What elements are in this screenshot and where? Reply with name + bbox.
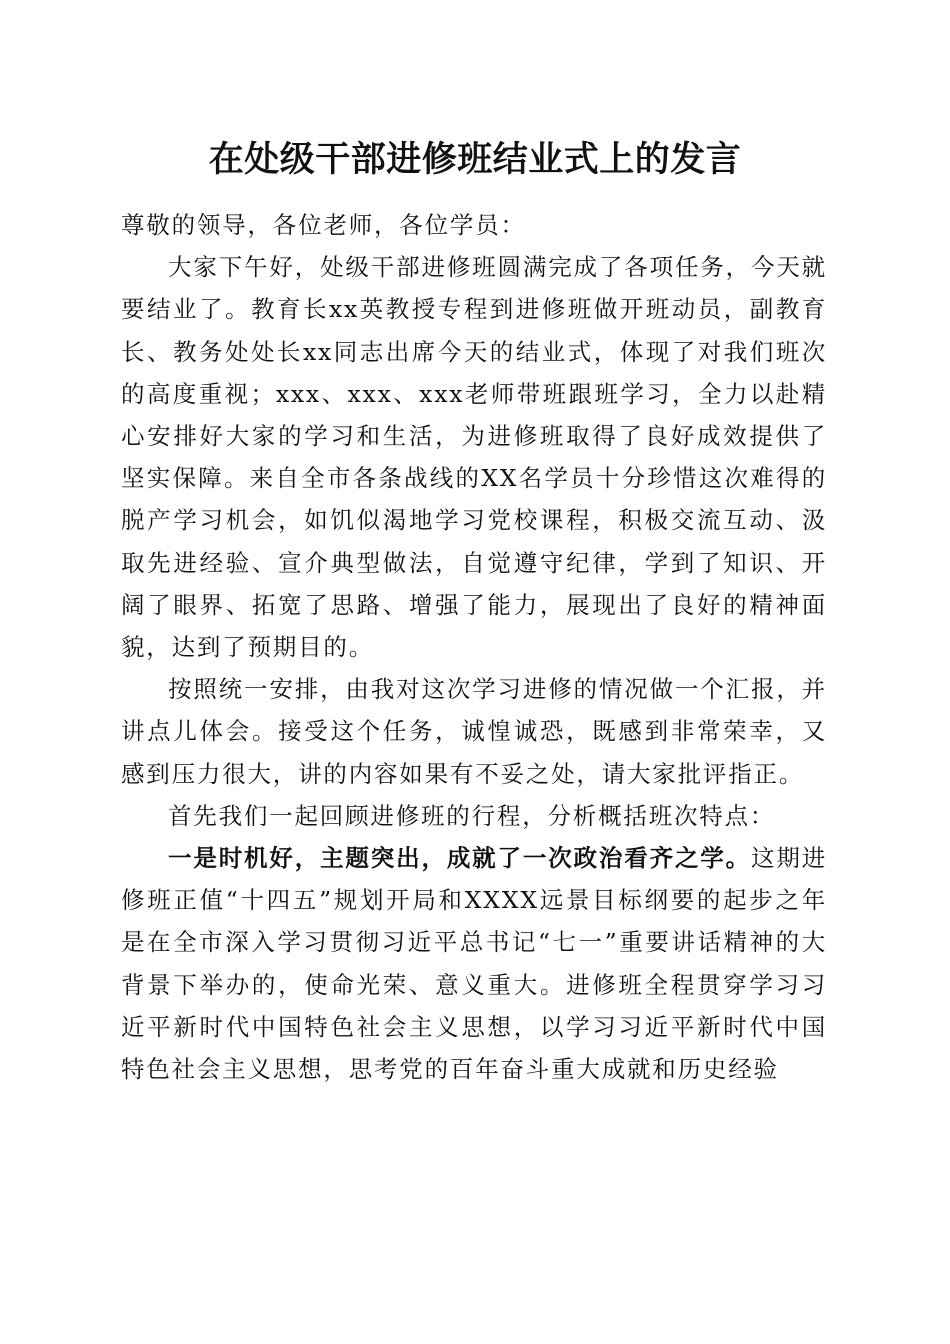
paragraph-text: 大家下午好，处级干部进修班圆满完成了各项任务，今天就要结业了。教育长xx英教授专程到进修班做开班动员，副教育长、教务处处长xx同志出席今天的结业式，体现了对我们班次的高度重视；xxx、xxx、xxx老师带班跟班学习，全力以赴精心安排好大家的学习和生活，为进修班取得了良好成效提供了坚实保障。来自全市各条战线的XX名学员十分珍惜这次难得的脱产学习机会，如饥似渴地学习党校课程，积极交流互动、汲取先进经验、宣介典型做法，自觉遵守纪律，学到了知识、开阔了眼界、拓宽了思路、增强了能力，展现出了良好的精神面貌，达到了预期目的。 <box>121 253 827 662</box>
paragraph-lead-bold: 一是时机好，主题突出，成就了一次政治看齐之学。 <box>168 844 751 873</box>
paragraph-text: 这期进修班正值“十四五”规划开局和XXXX远景目标纲要的起步之年是在全市深入学习贯彻习近平总书记“七一”重要讲话精神的大背景下举办的，使命光荣、意义重大。进修班全程贯穿学习习近平新时代中国特色社会主义思想，以学习习近平新时代中国特色社会主义思想，思考党的百年奋斗重大成就和历史经验 <box>121 844 827 1084</box>
salutation: 尊敬的领导，各位老师，各位学员： <box>121 211 526 239</box>
document-body <box>121 204 827 1090</box>
paragraph-greeting <box>121 246 827 668</box>
document-title: 在处级干部进修班结业式上的发言 <box>208 139 742 180</box>
paragraph-report <box>121 668 827 795</box>
paragraph-text: 按照统一安排，由我对这次学习进修的情况做一个汇报，并讲点儿体会。接受这个任务，诚惶诚恐，既感到非常荣幸，又感到压力很大，讲的内容如果有不妥之处，请大家批评指正。 <box>121 675 827 788</box>
paragraph-text: 首先我们一起回顾进修班的行程，分析概括班次特点： <box>168 801 776 830</box>
paragraph-point-one <box>121 837 827 1090</box>
paragraph-review <box>121 795 827 837</box>
